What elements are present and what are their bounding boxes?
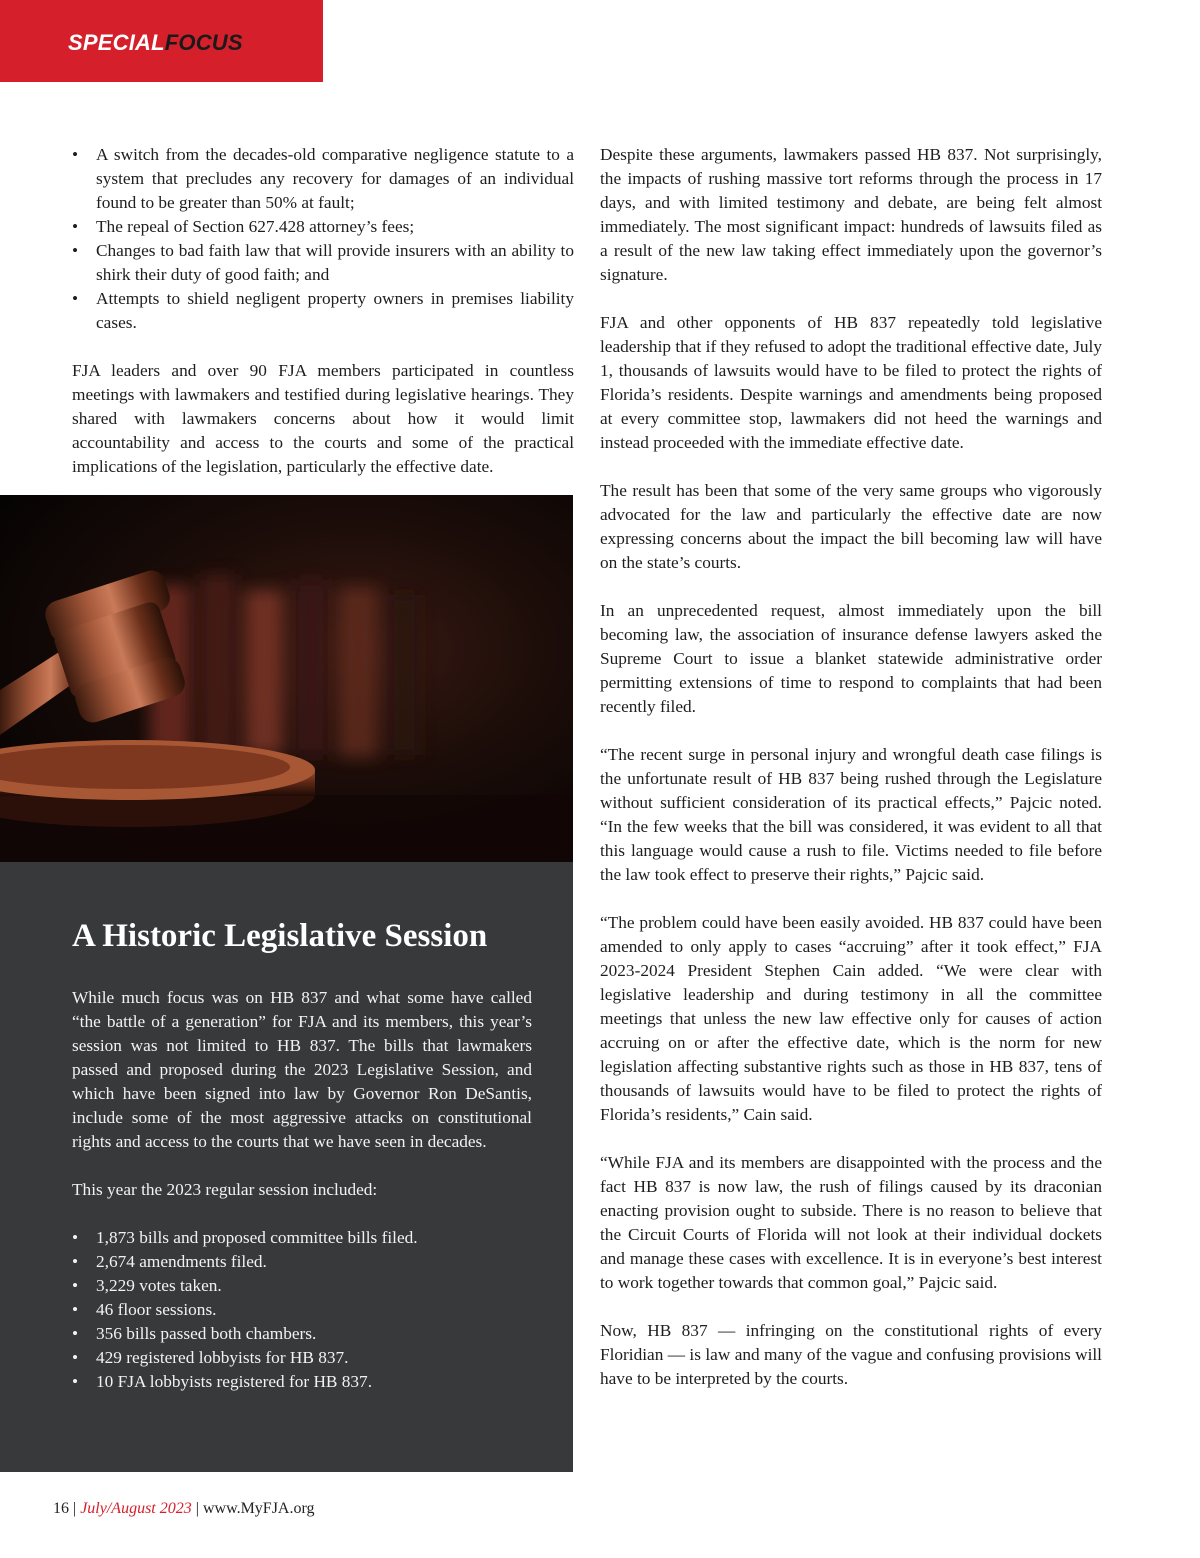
list-item: • 46 floor sessions. <box>72 1298 532 1322</box>
reform-bullet-list <box>72 143 574 335</box>
list-item: • 10 FJA lobbyists registered for HB 837. <box>72 1370 532 1394</box>
list-item: • A switch from the decades-old comparative negligence statute to a system that precludes any recovery for damages of an individual found to be greater than 50% at fault; <box>72 143 574 215</box>
legislative-session-box <box>0 862 573 1472</box>
body-paragraph: The result has been that some of the very same groups who vigorously advocated for the law and particularly the effective date are now expressing concerns about the impact the bill becoming law will have on the state’s courts. <box>600 481 1102 572</box>
body-paragraph: FJA leaders and over 90 FJA members participated in countless meetings with lawmakers and testified during legislative hearings. They shared with lawmakers concerns about how it would limit accountability and access to the courts and some of the practical implications of the legislation, particularly the effective date. <box>72 361 574 476</box>
gavel-photo <box>0 495 573 862</box>
list-item: • 3,229 votes taken. <box>72 1274 532 1298</box>
body-paragraph: In an unprecedented request, almost immediately upon the bill becoming law, the association of insurance defense lawyers asked the Supreme Court to issue a blanket statewide administrative order permitting extensions of time to respond to complaints that had been recently filed. <box>600 601 1102 716</box>
box-heading: A Historic Legislative Session <box>72 918 488 954</box>
session-stats-list <box>72 1226 532 1394</box>
box-paragraph: This year the 2023 regular session included: <box>72 1180 378 1199</box>
body-paragraph: Now, HB 837 — infringing on the constitutional rights of every Floridian — is law and many of the vague and confusing provisions will have to be interpreted by the courts. <box>600 1321 1102 1388</box>
left-column-top <box>72 143 574 479</box>
body-paragraph: FJA and other opponents of HB 837 repeatedly told legislative leadership that if they refused to adopt the traditional effective date, July 1, thousands of lawsuits would have to be filed to protect the rights of Florida’s residents. Despite warnings and amendments being proposed at every committee stop, lawmakers did not heed the warnings and instead proceeded with the immediate effective date. <box>600 313 1102 452</box>
page-number: 16 <box>53 1500 69 1517</box>
list-item: • 1,873 bills and proposed committee bills filed. <box>72 1226 532 1250</box>
body-paragraph: Despite these arguments, lawmakers passed HB 837. Not surprisingly, the impacts of rushing massive tort reforms through the process in 17 days, and with limited testimony and debate, are being felt almost immediately. The most significant impact: hundreds of lawsuits filed as a result of the new law taking effect immediately upon the governor’s signature. <box>600 145 1102 284</box>
list-item: • Changes to bad faith law that will provide insurers with an ability to shirk their duty of good faith; and <box>72 239 574 287</box>
list-item: • Attempts to shield negligent property owners in premises liability cases. <box>72 287 574 335</box>
list-item: • 356 bills passed both chambers. <box>72 1322 532 1346</box>
list-item: • 2,674 amendments filed. <box>72 1250 532 1274</box>
page-footer: 16 | July/August 2023 | www.MyFJA.org <box>53 1500 315 1517</box>
section-label: SPECIALFOCUS <box>68 30 243 55</box>
section-banner <box>0 0 323 82</box>
body-paragraph: “While FJA and its members are disappointed with the process and the fact HB 837 is now law, the rush of filings caused by its draconian enacting provision ought to subside. There is no reason to believe that the Circuit Courts of Florida will not look at their individual dockets and manage these cases with excellence. It is in everyone’s best interest to work together towards that common goal,” Pajcic said. <box>600 1153 1102 1292</box>
website-url: www.MyFJA.org <box>202 1500 315 1517</box>
list-item: • 429 registered lobbyists for HB 837. <box>72 1346 532 1370</box>
body-paragraph: “The problem could have been easily avoided. HB 837 could have been amended to only apply to cases “accruing” after it took effect,” FJA 2023-2024 President Stephen Cain added. “We were clear with legislative leadership and during testimony in all the committee meetings that unless the new law effective only for causes of action accruing on or after the effective date, which is the norm for new legislation affecting substantive rights such as those in HB 837, tens of thousands of lawsuits would have to be filed to protect the rights of Florida’s residents,” Cain said. <box>600 913 1102 1124</box>
body-paragraph: “The recent surge in personal injury and wrongful death case filings is the unfortunate result of HB 837 being rushed through the Legislature without sufficient consideration of its practical effects,” Pajcic noted. “In the few weeks that the bill was considered, it was evident to all that this language would cause a rush to file. Victims needed to file before the law took effect to preserve their rights,” Pajcic said. <box>600 745 1102 884</box>
box-paragraph: While much focus was on HB 837 and what some have called “the battle of a generation” for FJA and its members, this year’s session was not limited to HB 837. The bills that lawmakers passed and proposed during the 2023 Legislative Session, and which have been signed into law by Governor Ron DeSantis, include some of the most aggressive attacks on constitutional rights and access to the courts that we have seen in decades. <box>72 988 532 1151</box>
right-column <box>600 143 1102 1391</box>
issue-date: July/August 2023 <box>80 1500 192 1517</box>
list-item: • The repeal of Section 627.428 attorney’s fees; <box>72 215 574 239</box>
